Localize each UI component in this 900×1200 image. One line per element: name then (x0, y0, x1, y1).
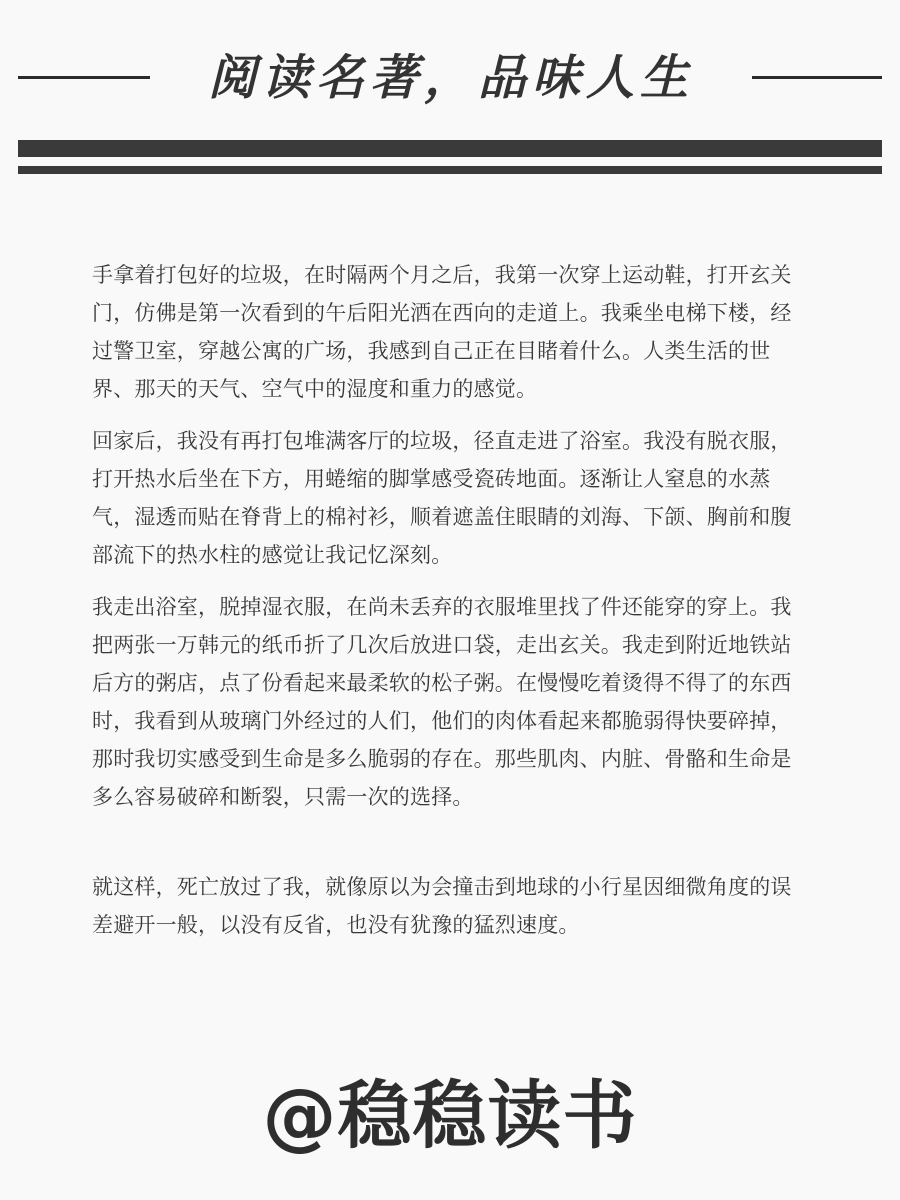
paragraph-2: 回家后，我没有再打包堆满客厅的垃圾，径直走进了浴室。我没有脱衣服，打开热水后坐在下方，用蜷缩的脚掌感受瓷砖地面。逐渐让人窒息的水蒸气，湿透而贴在脊背上的棉衬衫，顺着遮盖住眼睛的刘海、下颌、胸前和腹部流下的热水柱的感觉让我记忆深刻。 (92, 429, 792, 567)
page-title: 阅读名著，品味人生 (207, 50, 694, 106)
divider-band-thick (18, 140, 882, 157)
divider-band-thin (18, 166, 882, 174)
paragraph-1: 手拿着打包好的垃圾，在时隔两个月之后，我第一次穿上运动鞋，打开玄关门，仿佛是第一次看到的午后阳光洒在西向的走道上。我乘坐电梯下楼，经过警卫室，穿越公寓的广场，我感到自己正在目睹着什么。人类生活的世界、那天的天气、空气中的湿度和重力的感觉。 (92, 263, 792, 401)
account-watermark: @稳稳读书 (262, 1073, 638, 1159)
paragraph-3: 我走出浴室，脱掉湿衣服，在尚未丢弃的衣服堆里找了件还能穿的穿上。我把两张一万韩元的纸币折了几次后放进口袋，走出玄关。我走到附近地铁站后方的粥店，点了份看起来最柔软的松子粥。在慢慢吃着烫得不得了的东西时，我看到从玻璃门外经过的人们，他们的肉体看起来都脆弱得快要碎掉，那时我切实感受到生命是多么脆弱的存在。那些肌肉、内脏、骨骼和生命是多么容易破碎和断裂，只需一次的选择。 (92, 595, 792, 809)
header-left-rule (18, 76, 150, 79)
article-body (92, 256, 808, 944)
header (0, 40, 900, 116)
header-right-rule (752, 76, 882, 79)
paragraph-4: 就这样，死亡放过了我，就像原以为会撞击到地球的小行星因细微角度的误差避开一般，以没有反省，也没有犹豫的猛烈速度。 (92, 875, 792, 937)
